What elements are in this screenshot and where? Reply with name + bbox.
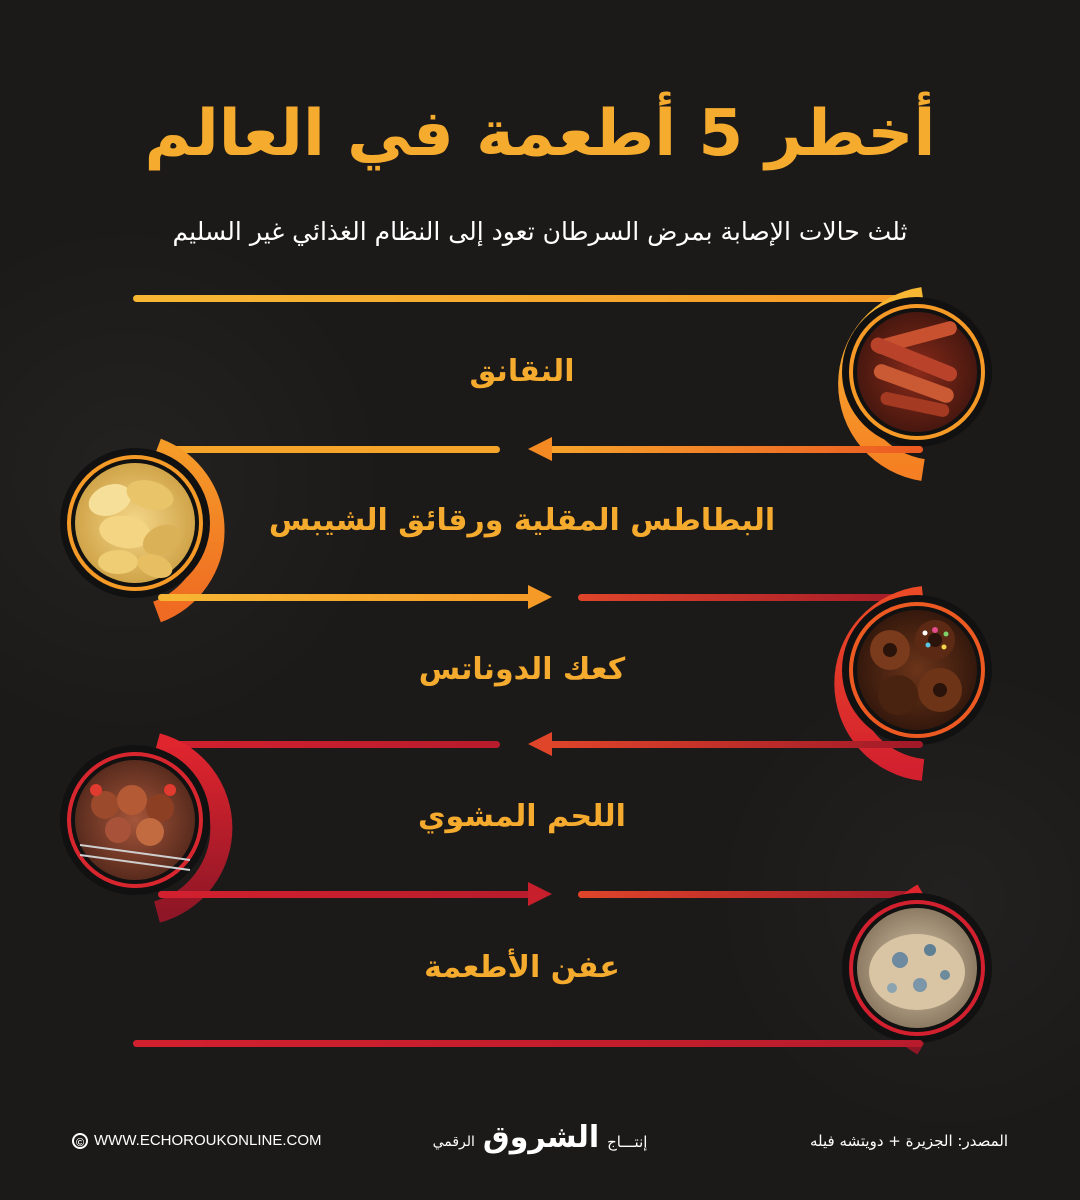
connector-line-top: [133, 295, 923, 302]
website-link[interactable]: WWW.ECHOROUKONLINE.COM: [94, 1132, 322, 1149]
connector-line-3: [158, 594, 538, 601]
brand-logo: الشروق: [482, 1120, 600, 1155]
food-item-4-label: اللحم المشوي: [418, 799, 626, 834]
digital-label: الرقمي: [432, 1134, 475, 1150]
connector-line-8: [578, 891, 923, 898]
arrow-right-icon: [528, 882, 552, 906]
connector-line-7: [158, 891, 538, 898]
connector-line-2: [158, 446, 500, 453]
production-label: إنتـــاج: [607, 1133, 648, 1151]
connector-line-bottom: [133, 1040, 923, 1047]
sausages-photo-icon: [857, 312, 977, 432]
copyright-icon: ©: [72, 1133, 88, 1149]
food-item-5-label: عفن الأطعمة: [424, 950, 620, 985]
connector-line-1: [545, 446, 923, 453]
page-title: أخطر 5 أطعمة في العالم: [144, 97, 936, 171]
food-item-3-label: كعك الدوناتس: [418, 652, 626, 687]
arrow-left-icon: [528, 437, 552, 461]
arrow-right-icon: [528, 585, 552, 609]
food-item-1-label: النقانق: [469, 354, 575, 389]
connector-line-5: [545, 741, 923, 748]
connector-line-4: [578, 594, 923, 601]
source-credit: المصدر: الجزيرة + دويتشه فيله: [810, 1132, 1008, 1150]
page-subtitle: ثلث حالات الإصابة بمرض السرطان تعود إلى النظام الغذائي غير السليم: [172, 217, 908, 246]
producer-credit: [420, 1118, 660, 1158]
moldy-bread-photo-icon: [857, 908, 977, 1028]
arrow-left-icon: [528, 732, 552, 756]
food-item-2-label: البطاطس المقلية ورقائق الشيبس: [268, 503, 776, 538]
donuts-photo-icon: [857, 610, 977, 730]
connector-line-6: [158, 741, 500, 748]
website-credit: [72, 1130, 322, 1152]
